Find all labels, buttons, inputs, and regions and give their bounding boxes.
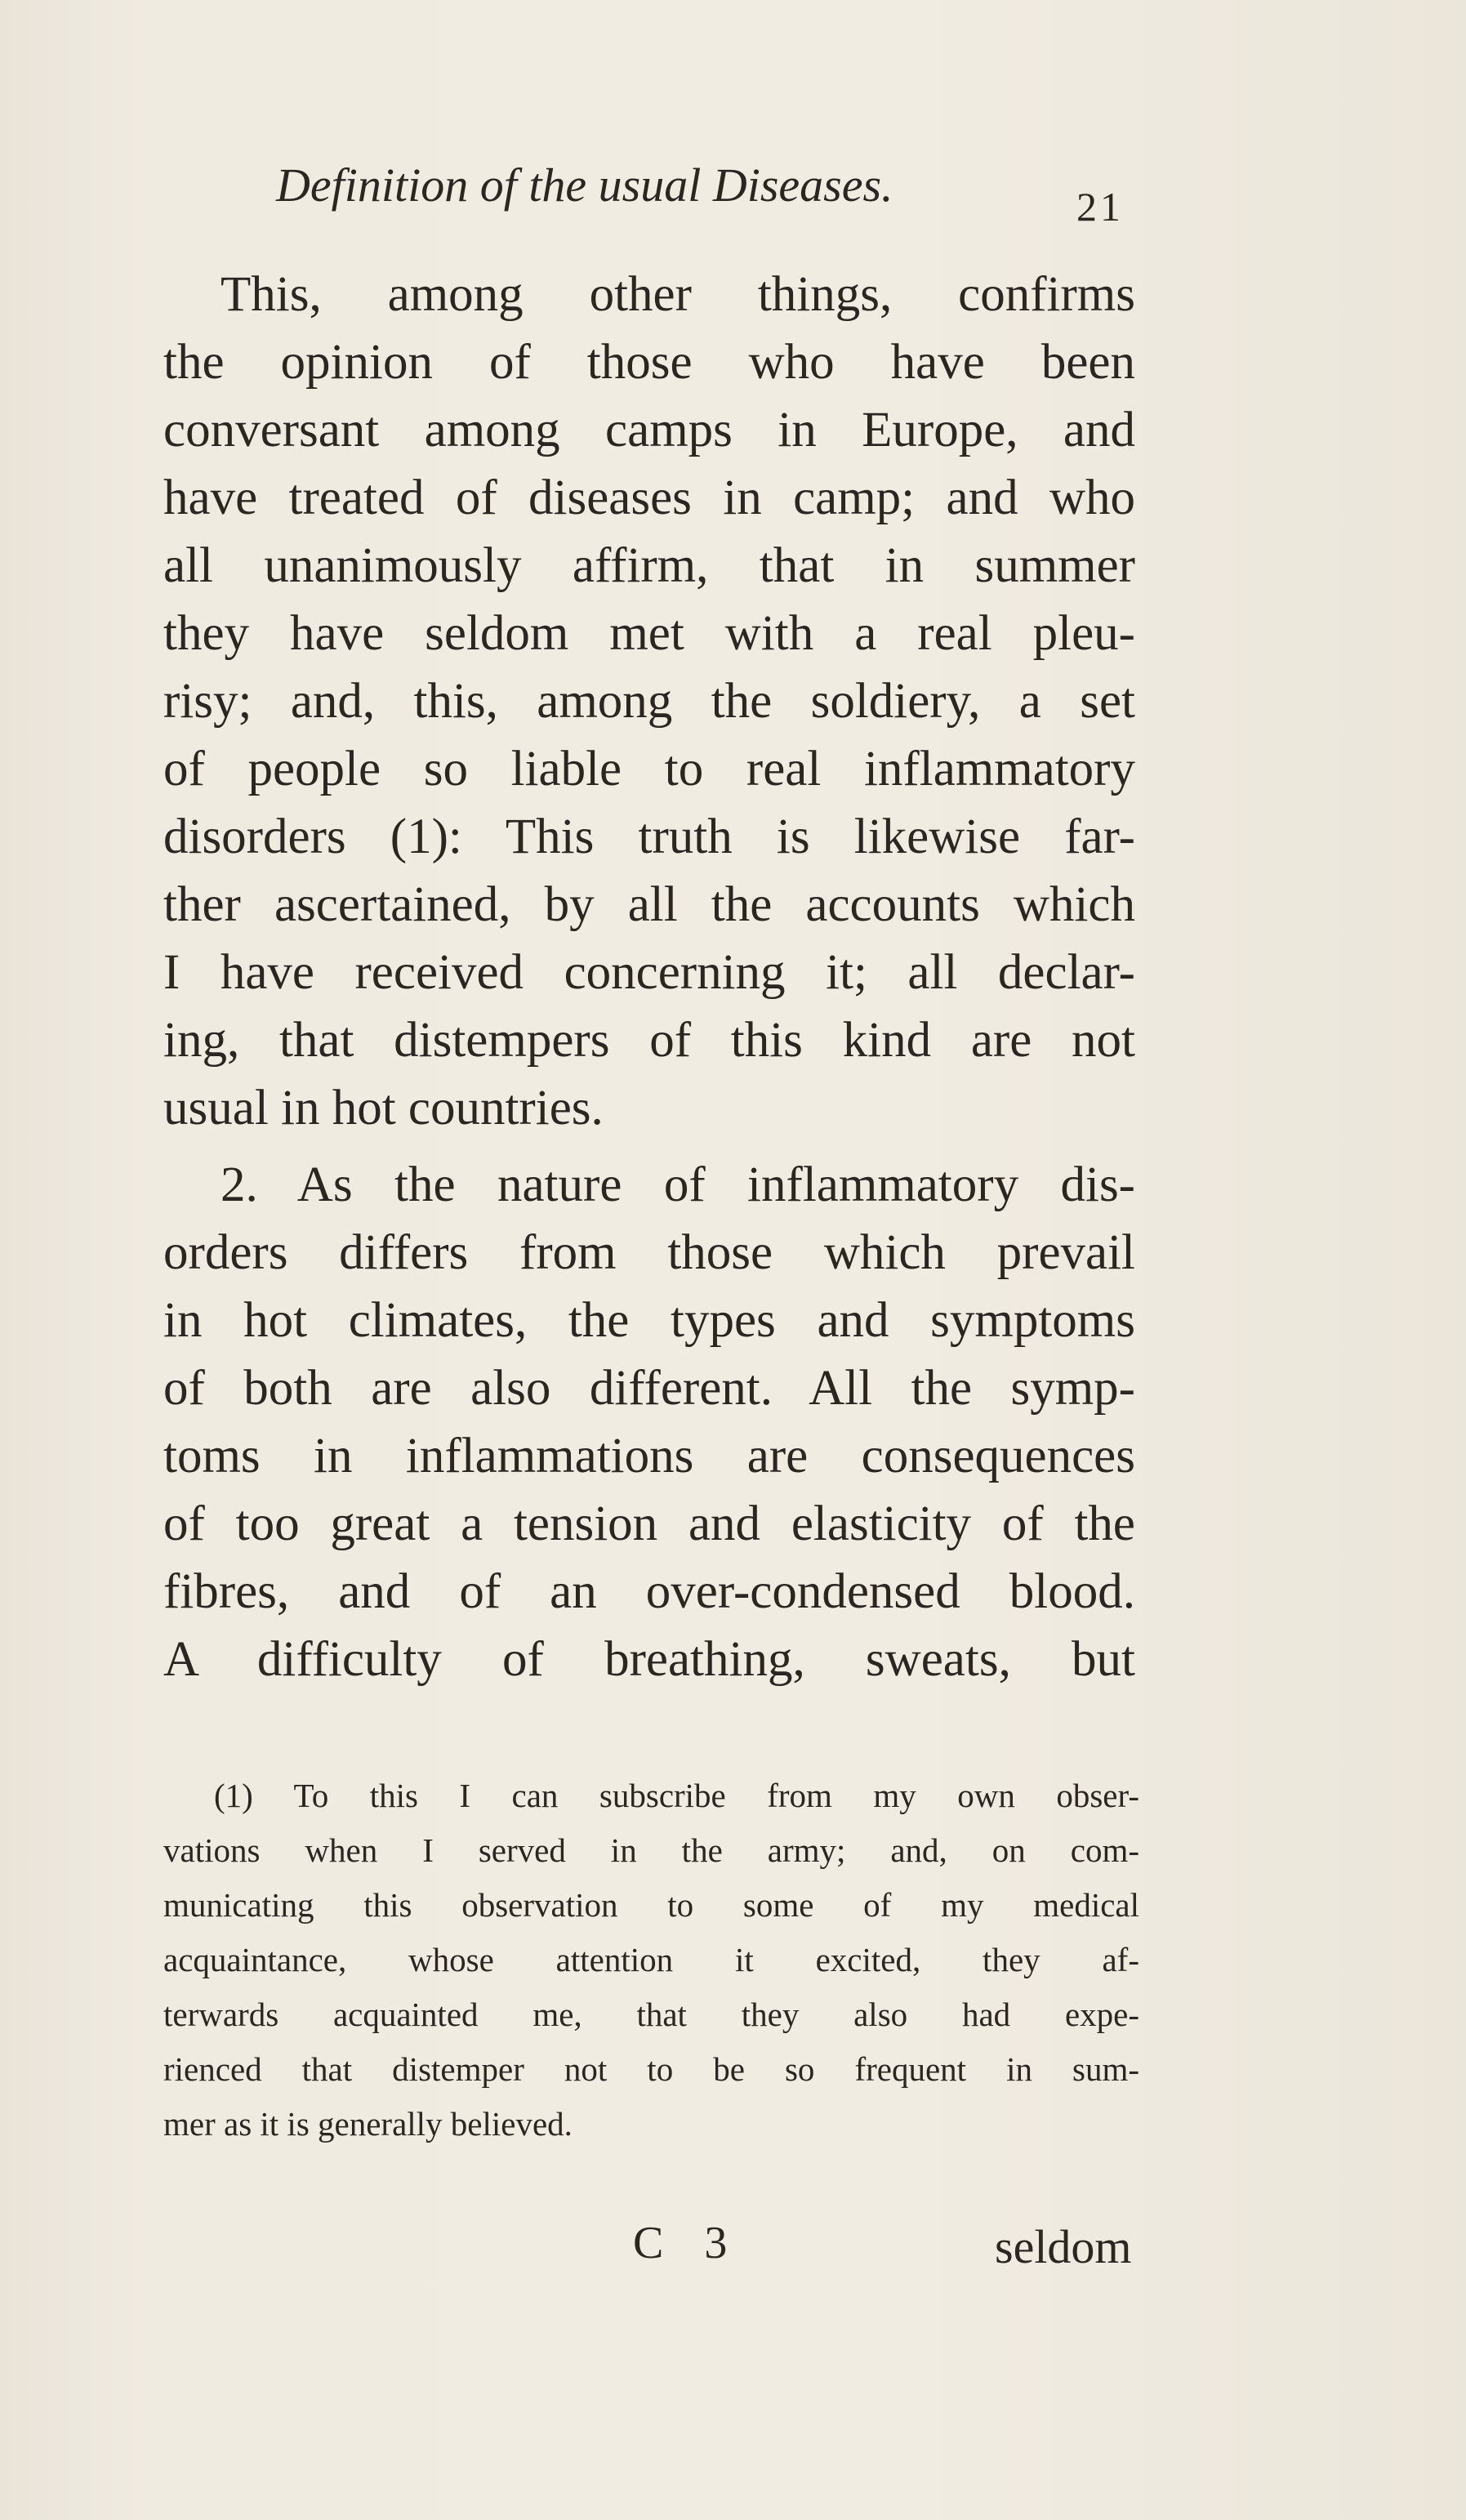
text-line: conversant among camps in Europe, and <box>163 403 1135 457</box>
text-line: usual in hot countries. <box>163 1081 604 1135</box>
text-line: This, among other things, confirms <box>221 267 1135 322</box>
page-number: 21 <box>1076 184 1124 230</box>
footnote-line: vations when I served in the army; and, on com- <box>163 1831 1139 1869</box>
text-line: in hot climates, the types and symptoms <box>163 1293 1135 1348</box>
footnote-line: municating this observation to some of my medical <box>163 1886 1139 1924</box>
running-head: Definition of the usual Diseases. <box>276 158 893 212</box>
text-line: toms in inflammations are consequences <box>163 1429 1135 1483</box>
text-line: they have seldom met with a real pleu- <box>163 606 1135 661</box>
text-line: the opinion of those who have been <box>163 335 1135 390</box>
text-line: all unanimously affirm, that in summer <box>163 538 1135 593</box>
signature-mark: C 3 <box>633 2218 742 2268</box>
text-line: I have received concerning it; all declar- <box>163 945 1135 1000</box>
text-line: ing, that distempers of this kind are not <box>163 1013 1135 1068</box>
text-line: fibres, and of an over-condensed blood. <box>163 1564 1135 1619</box>
text-line: disorders (1): This truth is likewise far- <box>163 810 1135 864</box>
text-line: of too great a tension and elasticity of the <box>163 1496 1135 1551</box>
text-line: have treated of diseases in camp; and who <box>163 471 1135 525</box>
text-line: orders differs from those which prevail <box>163 1225 1135 1280</box>
text-line: A difficulty of breathing, sweats, but <box>163 1632 1135 1687</box>
text-line: of people so liable to real inflammatory <box>163 742 1135 796</box>
footnote-line: acquaintance, whose attention it excited, they af- <box>163 1941 1139 1978</box>
footnote-line: mer as it is generally believed. <box>163 2105 573 2143</box>
catchword: seldom <box>995 2220 1132 2273</box>
text-line: risy; and, this, among the soldiery, a set <box>163 674 1135 729</box>
footnote-line: terwards acquainted me, that they also had expe- <box>163 1996 1139 2033</box>
text-line: ther ascertained, by all the accounts which <box>163 877 1135 932</box>
text-line: of both are also different. All the symp- <box>163 1361 1135 1416</box>
text-line: 2. As the nature of inflammatory dis- <box>221 1157 1135 1212</box>
footnote-line: (1) To this I can subscribe from my own obser- <box>214 1777 1139 1814</box>
footnote-line: rienced that distemper not to be so frequent in sum- <box>163 2050 1139 2088</box>
